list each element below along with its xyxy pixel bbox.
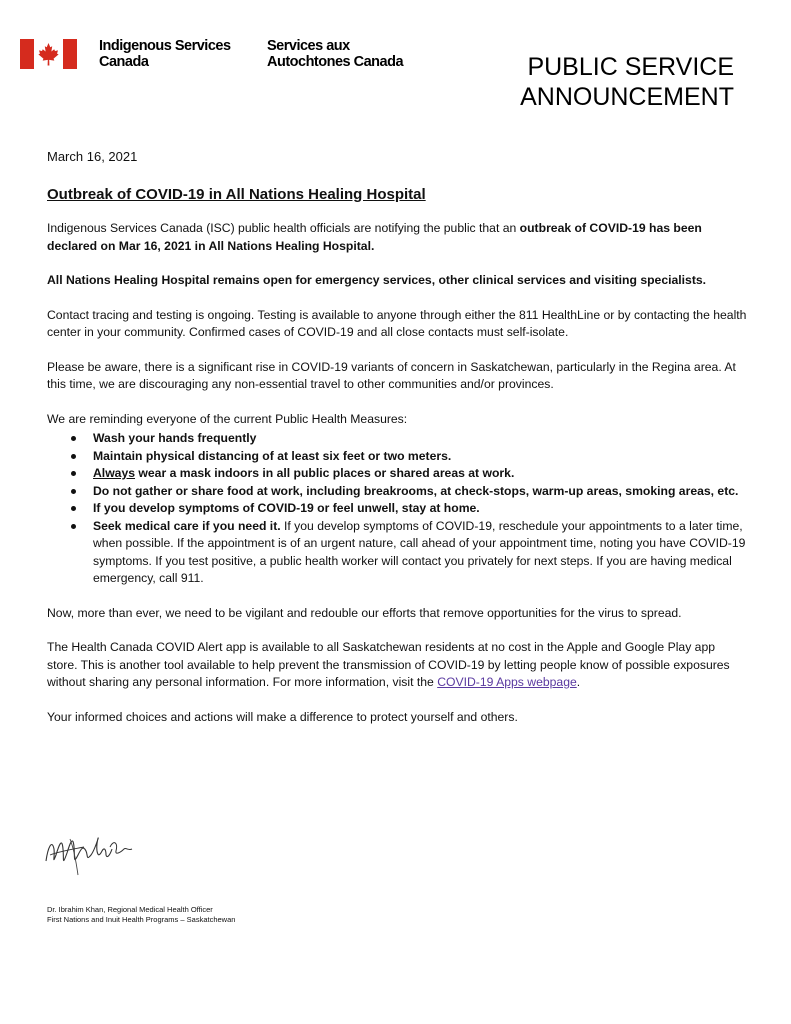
- psa-heading: [520, 52, 734, 112]
- paragraph-hospital-open: All Nations Healing Hospital remains open for emergency services, other clinical services and visiting specialists.: [47, 273, 707, 287]
- app-text-end: .: [576, 675, 581, 689]
- paragraph-closing: Your informed choices and actions will make a difference to protect yourself and others.: [47, 709, 518, 724]
- measures-intro: We are reminding everyone of the current Public Health Measures:: [47, 411, 408, 426]
- list-item: [93, 465, 747, 483]
- paragraph-vigilance: Now, more than ever, we need to be vigilant and redouble our efforts that remove opportunities for the virus to spread.: [47, 605, 682, 620]
- paragraph-outbreak-notice: [47, 220, 747, 255]
- psa-line1: PUBLIC SERVICE: [527, 53, 734, 81]
- letter-title: Outbreak of COVID-19 in All Nations Healing Hospital: [47, 185, 426, 203]
- list-item: [93, 518, 747, 588]
- agency-name-french: [267, 38, 403, 70]
- notice-text: Indigenous Services Canada (ISC) public health officials are notifying the public that an: [47, 221, 520, 235]
- measures-list: [47, 430, 747, 588]
- canada-flag-icon: [20, 39, 77, 69]
- signature-icon: [40, 825, 140, 883]
- paragraph-covid-alert-app: [47, 639, 747, 692]
- emphasis-always: Always: [93, 466, 136, 480]
- signer-block: [47, 905, 235, 925]
- psa-line2: ANNOUNCEMENT: [520, 83, 734, 111]
- covid-apps-webpage-link[interactable]: COVID-19 Apps webpage: [437, 675, 577, 689]
- letter-date: March 16, 2021: [47, 149, 138, 164]
- measure-text: If you develop symptoms of COVID-19, reschedule your appointments to a later time, when possible. If the appointment is of an urgent nature, call ahead of your appointment time, noting you have COVID-19 symptoms. If you test positive, a public health worker will contact you privately for next steps. If you are having medical emergency, call 911.: [93, 518, 746, 585]
- letterhead: [0, 0, 791, 130]
- list-item: Wash your hands frequently: [93, 430, 747, 448]
- paragraph-variants-warning: Please be aware, there is a significant rise in COVID-19 variants of concern in Saskatchewan, particularly in the Regina area. At this time, we are discouraging any non-essential travel to other communities and/or provinces.: [47, 359, 736, 391]
- letter-body: [47, 148, 747, 743]
- paragraph-contact-tracing: Contact tracing and testing is ongoing. Testing is available to anyone through either the 811 HealthLine or by contacting the health center in your community. Confirmed cases of COVID-19 and all close contacts must self-isolate.: [47, 307, 747, 339]
- app-text: The Health Canada COVID Alert app is available to all Saskatchewan residents at no cost in the Apple and Google Play app store. This is another tool available to help prevent the transmission of COVID-19 by letting people know of possible exposures without sharing any personal information. For more information, visit the: [47, 640, 730, 689]
- measure-text: wear a mask indoors in all public places or shared areas at work.: [135, 466, 515, 480]
- list-item: Maintain physical distancing of at least six feet or two meters.: [93, 448, 747, 466]
- notice-bold-text: outbreak of COVID-19 has been declared on Mar 16, 2021 in All Nations Healing Hospital.: [47, 221, 702, 253]
- agency-name-english: [99, 38, 231, 70]
- signer-department: First Nations and Inuit Health Programs – Saskatchewan: [47, 915, 236, 924]
- list-item: If you develop symptoms of COVID-19 or feel unwell, stay at home.: [93, 500, 747, 518]
- agency-en-line1: Indigenous Services: [99, 38, 231, 54]
- list-item: Do not gather or share food at work, including breakrooms, at check-stops, warm-up areas, smoking areas, etc.: [93, 483, 747, 501]
- measure-bold-text: Seek medical care if you need it.: [93, 518, 281, 533]
- agency-fr-line2: Autochtones Canada: [267, 54, 404, 70]
- agency-en-line2: Canada: [99, 54, 149, 70]
- signer-name: Dr. Ibrahim Khan, Regional Medical Health Officer: [47, 905, 213, 914]
- agency-fr-line1: Services aux: [267, 38, 350, 54]
